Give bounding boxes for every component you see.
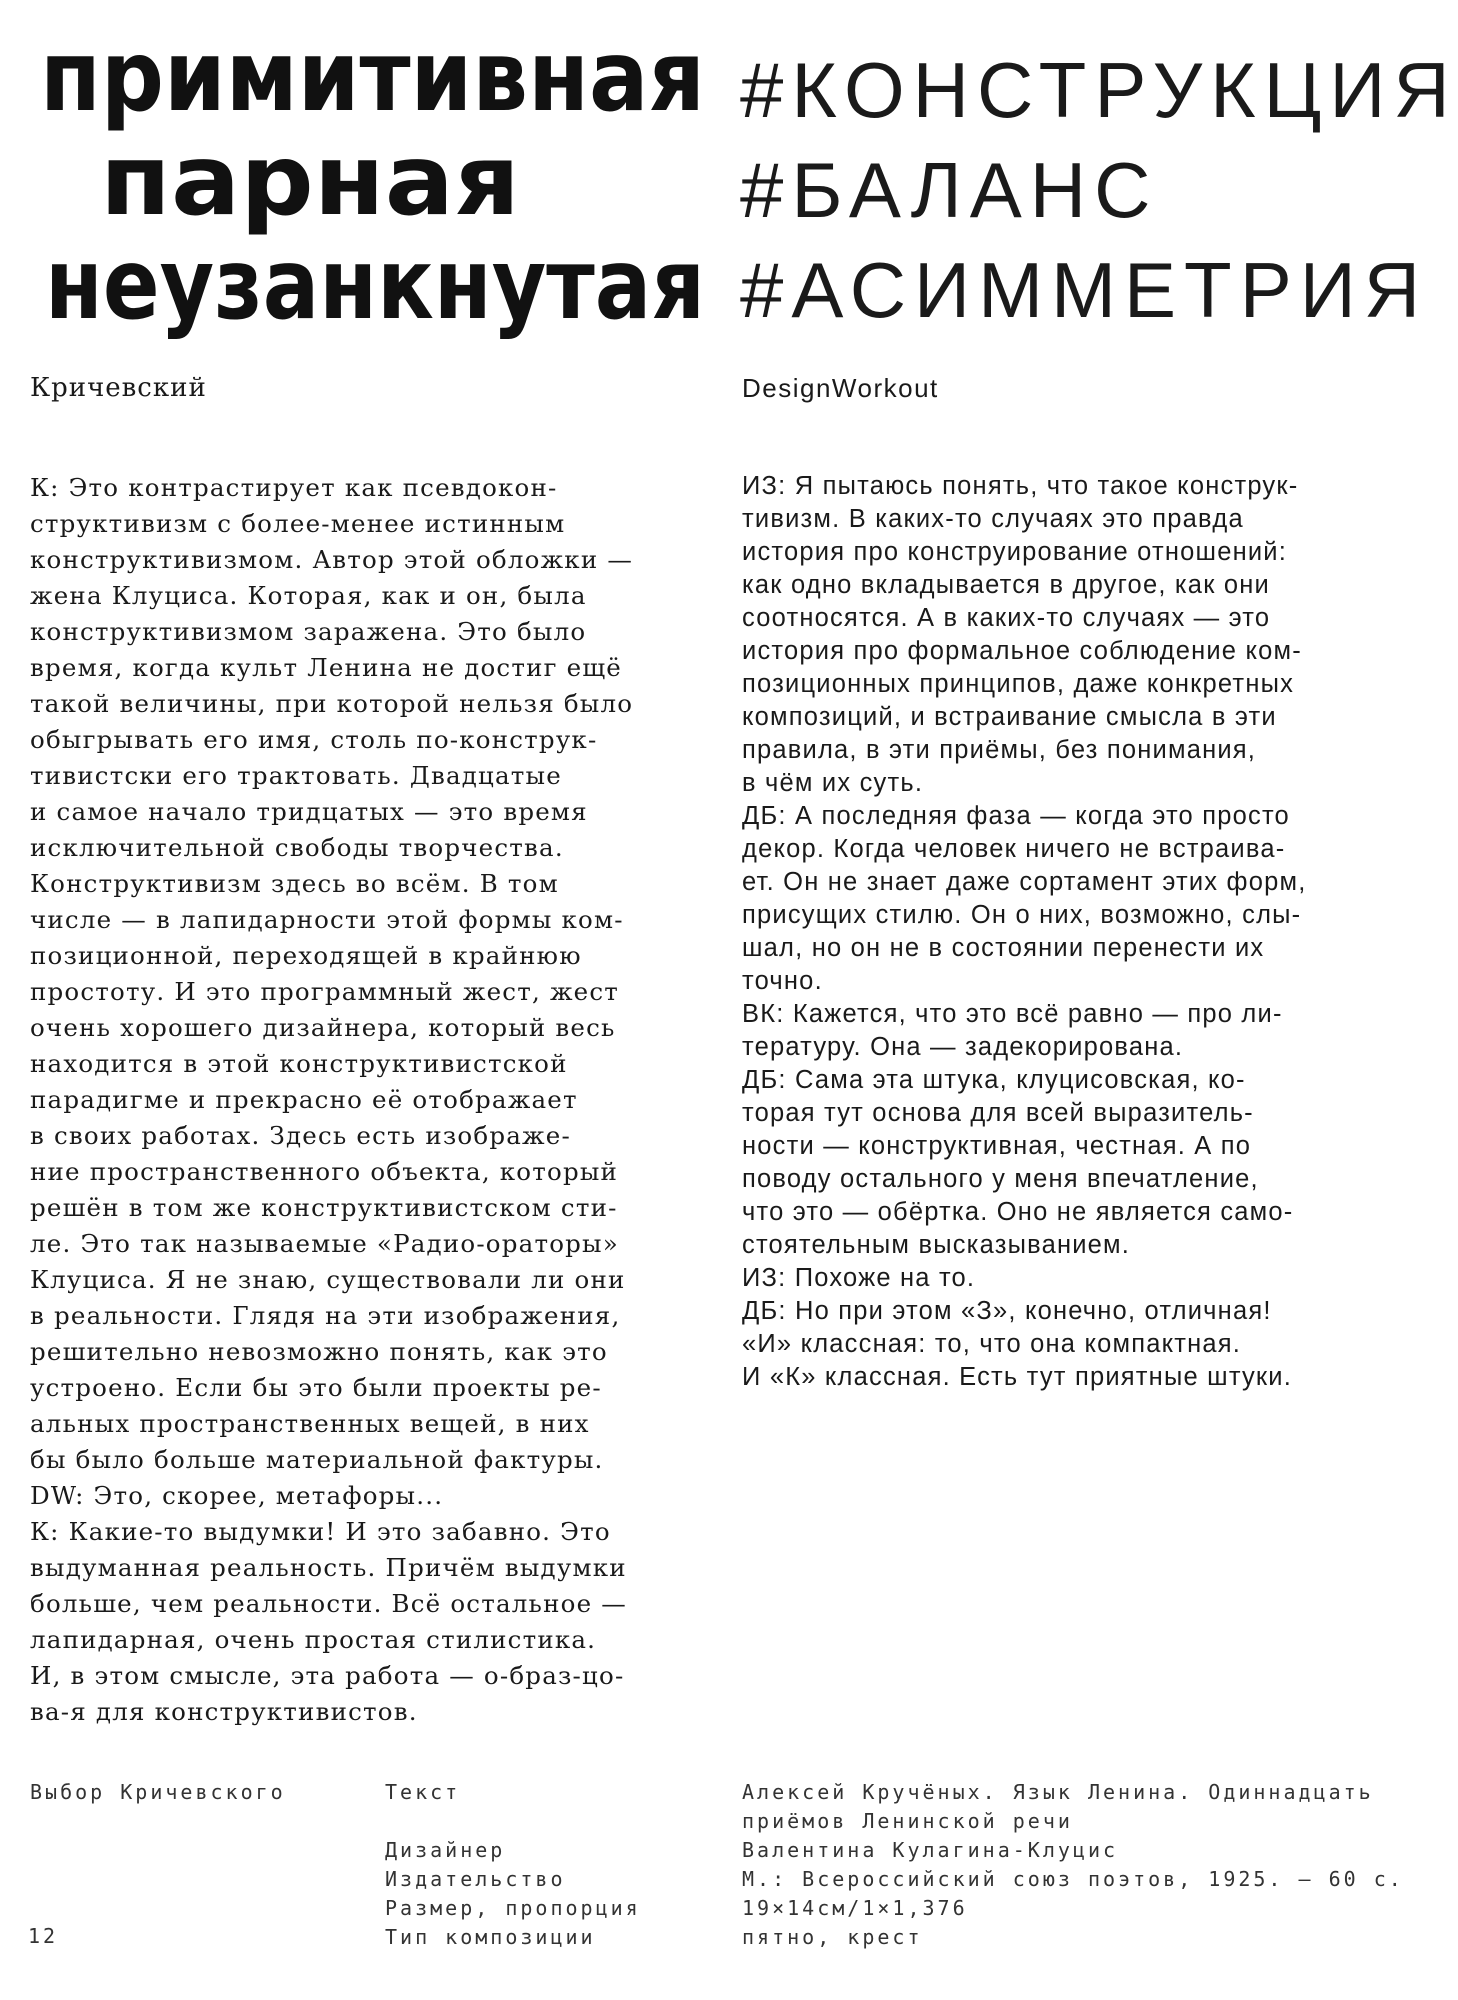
footer-section-label: Выбор Кричевского <box>30 1780 286 1804</box>
text-line: больше, чем реальности. Всё остальное — <box>30 1589 627 1618</box>
text-line: решительно невозможно понять, как это <box>30 1337 608 1366</box>
text-line: стоятельным высказыванием. <box>742 1231 1131 1259</box>
text-line: числе — в лапидарности этой формы ком- <box>30 905 624 934</box>
text-line: ДБ: Но при этом «З», конечно, отличная! <box>742 1297 1272 1325</box>
text-line: лапидарная, очень простая стилистика. <box>30 1625 597 1654</box>
text-line: DW: Это, скорее, метафоры... <box>30 1481 444 1510</box>
handwritten-title-line: неузанкнутая <box>45 228 705 342</box>
footer-label: Размер, пропорция <box>385 1896 641 1920</box>
text-line: ДБ: Сама эта штука, клуцисовская, ко- <box>742 1066 1246 1094</box>
text-line: история про формальное соблюдение ком- <box>742 637 1302 665</box>
text-line: К: Это контрастирует как псевдокон- <box>30 473 558 502</box>
text-line: очень хорошего дизайнера, который весь <box>30 1013 616 1042</box>
text-line: структивизм с более-менее истинным <box>30 509 566 538</box>
hashtag: #БАЛАНС <box>740 146 1159 234</box>
text-line: простоту. И это программный жест, жест <box>30 977 620 1006</box>
text-line: конструктивизмом. Автор этой обложки — <box>30 545 634 574</box>
footer-label-spacer <box>385 1807 641 1836</box>
footer-value: Алексей Кручёных. Язык Ленина. Одиннадцать <box>742 1780 1374 1804</box>
text-line: шал, но он не в состоянии перенести их <box>742 934 1265 962</box>
text-line: ва-я для конструктивистов. <box>30 1697 418 1726</box>
text-line: позиционных принципов, даже конкретных <box>742 670 1295 698</box>
text-line: ДБ: А последняя фаза — когда это просто <box>742 802 1290 830</box>
text-line: ИЗ: Похоже на то. <box>742 1264 976 1292</box>
text-line: ВК: Кажется, что это всё равно — про ли- <box>742 1000 1283 1028</box>
text-line: исключительной свободы творчества. <box>30 833 564 862</box>
text-line: тивизм. В каких-то случаях это правда <box>742 505 1244 533</box>
text-line: ле. Это так называемые «Радио-ораторы» <box>30 1229 619 1258</box>
text-line: как одно вкладывается в другое, как они <box>742 571 1270 599</box>
text-line: находится в этой конструктивистской <box>30 1049 568 1078</box>
text-line: альных пространственных вещей, в них <box>30 1409 590 1438</box>
handwritten-title-line: примитивная <box>40 20 705 134</box>
text-line: «И» классная: то, что она компактная. <box>742 1330 1242 1358</box>
text-line: Конструктивизм здесь во всём. В том <box>30 869 559 898</box>
page-number: 12 <box>28 1924 59 1948</box>
text-line: бы было больше материальной фактуры. <box>30 1445 604 1474</box>
footer-label: Тип композиции <box>385 1925 596 1949</box>
text-line: жена Клуциса. Которая, как и он, была <box>30 581 587 610</box>
text-line: в реальности. Глядя на эти изображения, <box>30 1301 621 1330</box>
byline-brand: DesignWorkout <box>742 373 939 403</box>
text-line: и самое начало тридцатых — это время <box>30 797 588 826</box>
footer-value: М.: Всероссийский союз поэтов, 1925. — 60 с. <box>742 1867 1404 1891</box>
text-line: И, в этом смысле, эта работа — о-браз-цо- <box>30 1661 625 1690</box>
text-line: соотносятся. А в каких-то случаях — это <box>742 604 1271 632</box>
footer-label: Текст <box>385 1780 461 1804</box>
byline-author: Кричевский <box>30 373 207 403</box>
handwritten-title <box>40 18 710 348</box>
footer-label: Дизайнер <box>385 1838 506 1862</box>
footer-values <box>742 1778 1404 1952</box>
footer-value: пятно, крест <box>742 1925 923 1949</box>
footer-label: Издательство <box>385 1867 566 1891</box>
text-line: тературу. Она — задекорирована. <box>742 1033 1184 1061</box>
handwritten-title-line: парная <box>100 124 520 238</box>
text-line: история про конструирование отношений: <box>742 538 1288 566</box>
text-line: И «К» классная. Есть тут приятные штуки. <box>742 1363 1293 1391</box>
text-line: ние пространственного объекта, который <box>30 1157 619 1186</box>
footer-labels <box>385 1778 641 1952</box>
footer-value: приёмов Ленинской речи <box>742 1809 1073 1833</box>
footer-value: 19×14см/1×1,376 <box>742 1896 968 1920</box>
text-line: время, когда культ Ленина не достиг ещё <box>30 653 622 682</box>
text-line: обыгрывать его имя, столь по-конструк- <box>30 725 598 754</box>
right-column-text <box>742 470 1422 1394</box>
hashtag-list <box>740 40 1458 340</box>
text-line: ности — конструктивная, честная. А по <box>742 1132 1252 1160</box>
text-line: конструктивизмом заражена. Это было <box>30 617 587 646</box>
hashtag: #АСИММЕТРИЯ <box>740 246 1429 334</box>
text-line: выдуманная реальность. Причём выдумки <box>30 1553 627 1582</box>
text-line: позиционной, переходящей в крайнюю <box>30 941 582 970</box>
text-line: в своих работах. Здесь есть изображе- <box>30 1121 571 1150</box>
text-line: присущих стилю. Он о них, возможно, слы- <box>742 901 1302 929</box>
text-line: поводу остального у меня впечатление, <box>742 1165 1259 1193</box>
text-line: композиций, и встраивание смысла в эти <box>742 703 1277 731</box>
text-line: декор. Когда человек ничего не встраива- <box>742 835 1286 863</box>
text-line: правила, в эти приёмы, без понимания, <box>742 736 1257 764</box>
text-line: парадигме и прекрасно её отображает <box>30 1085 578 1114</box>
text-line: К: Какие-то выдумки! И это забавно. Это <box>30 1517 611 1546</box>
text-line: точно. <box>742 967 823 995</box>
text-line: такой величины, при которой нельзя было <box>30 689 634 718</box>
text-line: тивистски его трактовать. Двадцатые <box>30 761 562 790</box>
left-column-text <box>30 470 710 1730</box>
text-line: торая тут основа для всей выразитель- <box>742 1099 1254 1127</box>
text-line: что это — обёртка. Оно не является само- <box>742 1198 1294 1226</box>
text-line: ИЗ: Я пытаюсь понять, что такое конструк- <box>742 472 1299 500</box>
text-line: в чём их суть. <box>742 769 924 797</box>
footer-value: Валентина Кулагина-Клуцис <box>742 1838 1119 1862</box>
hashtag: #КОНСТРУКЦИЯ <box>740 46 1458 134</box>
text-line: Клуциса. Я не знаю, существовали ли они <box>30 1265 626 1294</box>
text-line: устроено. Если бы это были проекты ре- <box>30 1373 602 1402</box>
text-line: решён в том же конструктивистском сти- <box>30 1193 618 1222</box>
text-line: ет. Он не знает даже сортамент этих форм, <box>742 868 1307 896</box>
